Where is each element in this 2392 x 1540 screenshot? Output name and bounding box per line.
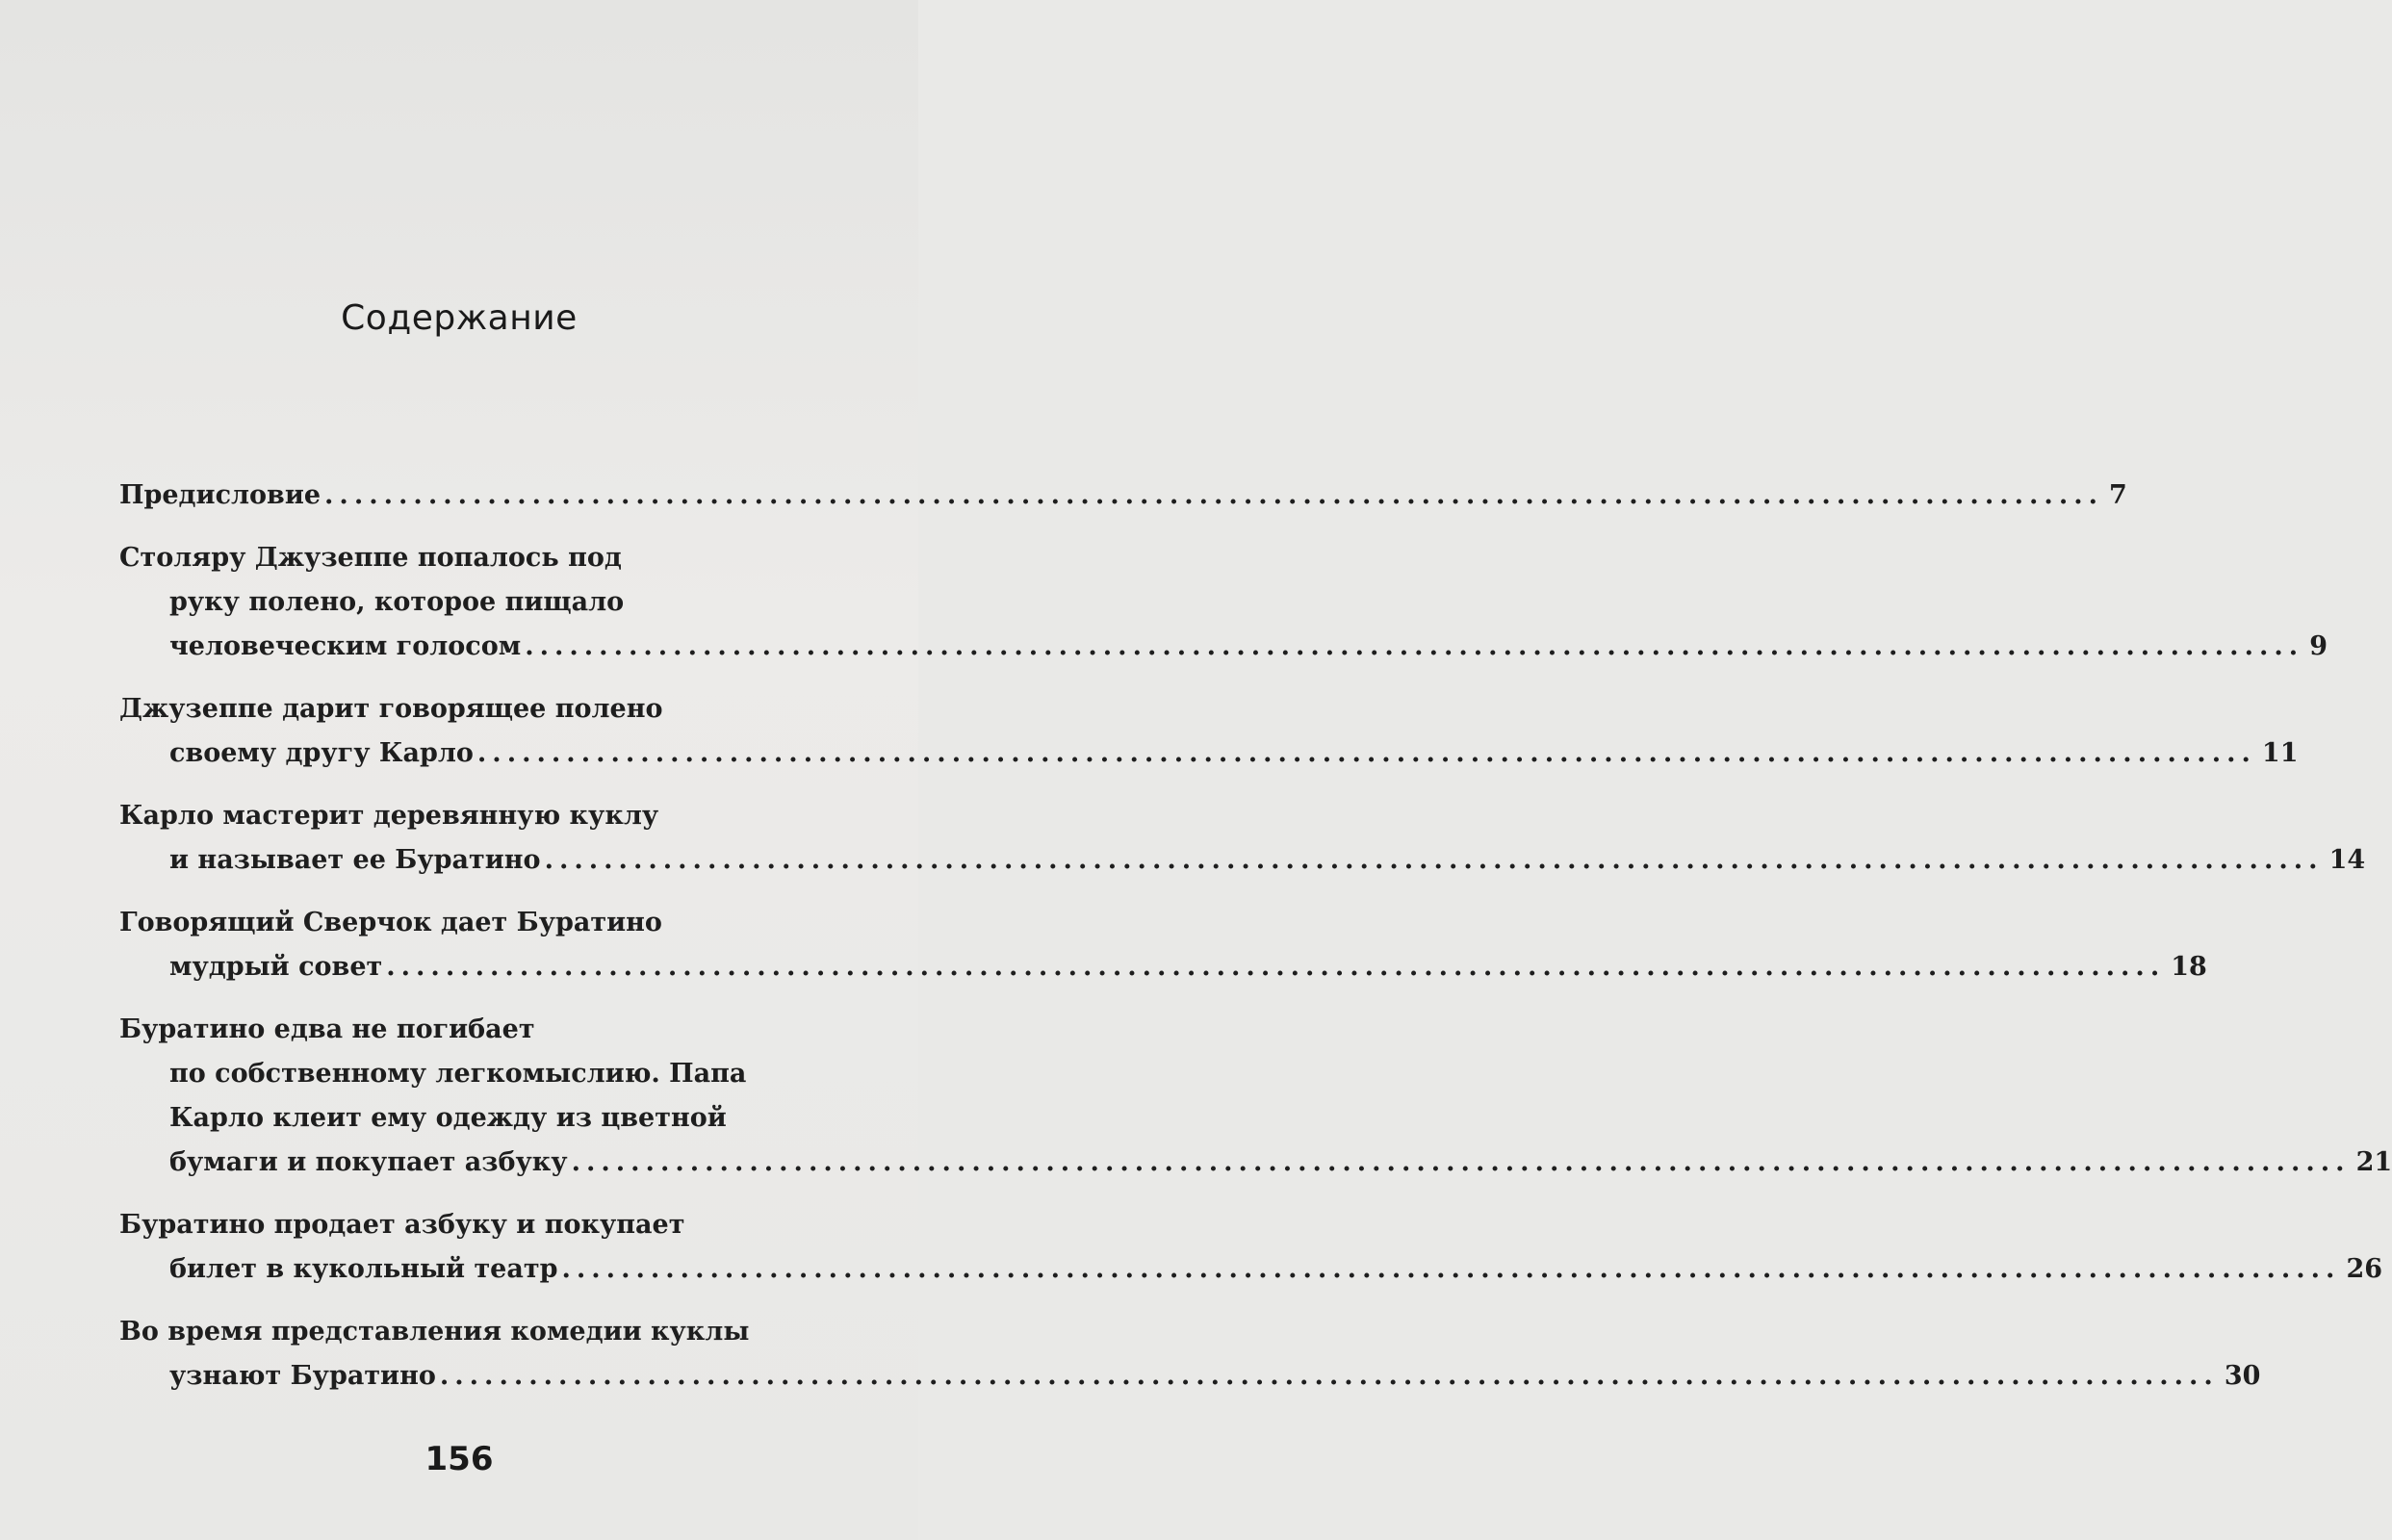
dot-leader: ........................................................................................................................	[476, 738, 2256, 768]
dot-leader: ........................................................................................................................	[561, 1254, 2341, 1284]
toc-entry-text: мудрый совет	[169, 952, 383, 982]
toc-entry	[119, 1008, 2392, 1185]
toc-entry-text: бумаги и покупает азбуку	[169, 1147, 568, 1177]
toc-entry-last-line	[119, 625, 2328, 669]
toc-entry-text: Буратино едва не погибает	[119, 1014, 535, 1044]
toc-entry-text: по собственному легкомыслию. Папа	[169, 1059, 747, 1089]
toc-entry-page: 14	[2328, 845, 2366, 875]
toc-entry-page: 30	[2224, 1361, 2261, 1391]
toc-entry-text: Говорящий Сверчок дает Буратино	[119, 908, 662, 937]
toc-entry	[119, 1310, 2261, 1399]
dot-leader: ........................................................................................................................	[324, 480, 2104, 510]
toc-entry-text: узнают Буратино	[169, 1361, 436, 1391]
toc-entry-last-line	[119, 474, 2127, 518]
toc-entry-last-line	[119, 838, 2366, 883]
toc-entry-text: Столяру Джузеппе попалось под	[119, 543, 622, 573]
page-number: 156	[424, 1440, 494, 1478]
toc-entry-line	[119, 1008, 857, 1052]
toc-entry-text: Во время представления комедии куклы	[119, 1317, 750, 1347]
toc-entry-text: билет в кукольный театр	[169, 1254, 558, 1284]
toc-entry-line	[119, 1096, 857, 1141]
toc-entry-page: 18	[2171, 952, 2207, 982]
toc-entry-last-line	[119, 945, 2207, 989]
toc-entry-page: 26	[2346, 1254, 2383, 1284]
toc-entry-page: 9	[2309, 631, 2328, 661]
dot-leader: ........................................................................................................................	[571, 1147, 2351, 1177]
toc-entry	[119, 794, 2366, 883]
page-title: Содержание	[341, 298, 578, 338]
toc-entry-page: 11	[2261, 738, 2299, 768]
toc-entry-line	[119, 901, 857, 945]
toc-entry	[119, 474, 2127, 518]
toc-entry-text: человеческим голосом	[169, 631, 522, 661]
toc-entry-text: Карло клеит ему одежду из цветной	[169, 1103, 727, 1133]
toc-entry-line	[119, 794, 857, 838]
table-of-contents	[119, 474, 2392, 1417]
toc-entry-line	[119, 687, 857, 732]
toc-entry-line	[119, 1052, 857, 1096]
toc-entry-text: Буратино продает азбуку и покупает	[119, 1210, 685, 1240]
toc-entry-text: Джузеппе дарит говорящее полено	[119, 694, 663, 724]
toc-entry	[119, 1203, 2383, 1292]
toc-entry-text: и называет ее Буратино	[169, 845, 541, 875]
toc-entry-last-line	[119, 732, 2299, 776]
toc-entry-last-line	[119, 1354, 2261, 1399]
toc-entry	[119, 536, 2328, 669]
dot-leader: ........................................................................................................................	[525, 631, 2304, 661]
dot-leader: ........................................................................................................................	[386, 952, 2166, 982]
toc-entry	[119, 901, 2207, 989]
toc-entry-text: руку полено, которое пищало	[169, 587, 625, 617]
toc-entry-last-line	[119, 1247, 2383, 1292]
toc-entry-line	[119, 536, 857, 580]
dot-leader: ........................................................................................................................	[439, 1361, 2219, 1391]
toc-entry-page: 21	[2355, 1147, 2392, 1177]
toc-entry-line	[119, 580, 857, 625]
toc-entry-text: Карло мастерит деревянную куклу	[119, 801, 659, 831]
toc-entry-line	[119, 1310, 857, 1354]
toc-entry-text: своему другу Карло	[169, 738, 474, 768]
dot-leader: ........................................................................................................................	[544, 845, 2324, 875]
toc-entry-text: Предисловие	[119, 480, 322, 510]
toc-entry	[119, 687, 2299, 776]
toc-entry-line	[119, 1203, 857, 1247]
toc-entry-page: 7	[2109, 480, 2127, 510]
toc-entry-last-line	[119, 1141, 2392, 1185]
